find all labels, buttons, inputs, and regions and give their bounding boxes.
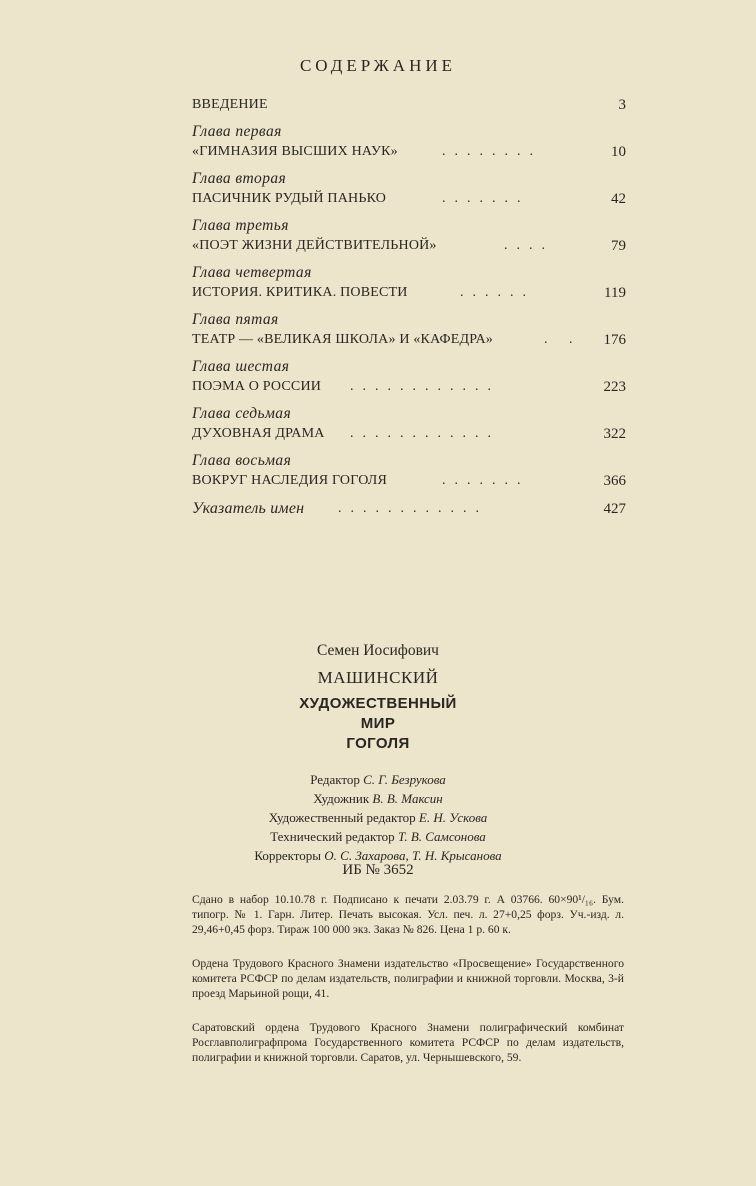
- author-name: Семен Иосифович: [317, 642, 439, 659]
- toc-entry: [192, 451, 626, 492]
- toc-leader-dots: ....: [504, 238, 554, 253]
- toc-title: СОДЕРЖАНИЕ: [299, 56, 457, 75]
- credit-person: О. С. Захарова, Т. Н. Крысанова: [324, 848, 502, 863]
- toc-entry: [192, 263, 626, 304]
- toc-chapter-label: Глава восьмая: [192, 452, 292, 469]
- toc-page-number: 42: [611, 191, 626, 207]
- author-surname: МАШИНСКИЙ: [317, 668, 439, 687]
- toc-line: [192, 423, 626, 445]
- toc-item-name: ПОЭМА О РОССИИ: [192, 379, 322, 394]
- toc-item-name: ПАСИЧНИК РУДЫЙ ПАНЬКО: [192, 191, 387, 206]
- toc-entry: [192, 404, 626, 445]
- toc-page-number: 427: [603, 501, 626, 517]
- printing-details: [192, 892, 624, 937]
- toc-chapter-label: Глава седьмая: [192, 405, 292, 422]
- imprint-paragraph: Саратовский ордена Трудового Красного Знамени полиграфический комбинат Росглавполиграфпрома Государственного комитета РСФСР по делам издательств, полиграфии и книжной торговли. Саратов, ул. Чернышевского, 59.: [192, 1021, 624, 1064]
- book-title: [0, 694, 756, 754]
- toc-page-number: 176: [603, 332, 626, 348]
- publisher-info: [192, 956, 624, 1001]
- toc-page-number: 10: [611, 144, 626, 160]
- toc-line: [192, 470, 626, 492]
- imprint-paragraph: Сдано в набор 10.10.78 г. Подписано к печати 2.03.79 г. А 03766. 60×90¹/₁₆. Бум. типогр. № 1. Гарн. Литер. Печать высокая. Усл. печ. л. 27+0,25 форз. Уч.-изд. л. 29,46+0,45 форз. Тираж 100 000 экз. Заказ № 826. Цена 1 р. 60 к.: [192, 893, 624, 936]
- credit-line: [0, 789, 756, 808]
- toc-entry: [192, 122, 626, 163]
- credit-role: Редактор: [310, 772, 360, 787]
- credit-role: Художественный редактор: [268, 810, 416, 825]
- toc-line: [192, 329, 626, 351]
- toc-leader-dots: . .: [544, 332, 582, 347]
- credit-person: С. Г. Безрукова: [363, 772, 446, 787]
- credit-role: Корректоры: [254, 848, 322, 863]
- toc-line: [192, 94, 626, 116]
- ib-number: ИБ № 3652: [342, 862, 414, 878]
- toc-leader-dots: ......: [460, 285, 535, 300]
- toc-page-number: 79: [611, 238, 626, 254]
- book-title-line: ХУДОЖЕСТВЕННЫЙ: [299, 695, 457, 712]
- toc-item-name: «ГИМНАЗИЯ ВЫСШИХ НАУК»: [192, 144, 398, 159]
- toc-entry: [192, 357, 626, 398]
- toc-chapter-label: Глава вторая: [192, 170, 287, 187]
- printer-info: [192, 1020, 624, 1065]
- toc-page-number: 3: [618, 97, 626, 113]
- toc-line: [192, 235, 626, 257]
- toc-chapter-label: Глава шестая: [192, 358, 290, 375]
- toc-page-number: 366: [603, 473, 626, 489]
- toc-entry: [192, 216, 626, 257]
- book-title-line: ГОГОЛЯ: [346, 735, 410, 752]
- table-of-contents: [192, 94, 626, 526]
- imprint-paragraph: Ордена Трудового Красного Знамени издательство «Просвещение» Государственного комитета РСФСР по делам издательств, полиграфии и книжной торговли. Москва, 3-й проезд Марьиной рощи, 41.: [192, 957, 624, 1000]
- toc-entry: [192, 310, 626, 351]
- toc-chapter-label: Глава четвертая: [192, 264, 312, 281]
- credit-line: [0, 827, 756, 846]
- toc-item-name: ВВЕДЕНИЕ: [192, 97, 268, 112]
- credit-role: Технический редактор: [270, 829, 395, 844]
- credit-line: [0, 808, 756, 827]
- toc-leader-dots: ............: [350, 379, 500, 394]
- toc-leader-dots: ............: [350, 426, 500, 441]
- credit-person: Т. В. Самсонова: [397, 829, 486, 844]
- toc-chapter-label: Глава третья: [192, 217, 289, 234]
- toc-leader-dots: .......: [442, 473, 530, 488]
- toc-leader-dots: ........: [442, 144, 542, 159]
- toc-line: [192, 141, 626, 163]
- toc-page-number: 223: [603, 379, 626, 395]
- credits-list: [0, 770, 756, 865]
- toc-page-number: 119: [604, 285, 626, 301]
- book-title-line: МИР: [360, 715, 396, 732]
- credit-person: Е. Н. Ускова: [418, 810, 488, 825]
- toc-item-name: ВОКРУГ НАСЛЕДИЯ ГОГОЛЯ: [192, 473, 388, 488]
- toc-line: [192, 498, 626, 520]
- toc-leader-dots: ............: [338, 501, 488, 516]
- toc-page-number: 322: [603, 426, 626, 442]
- toc-chapter-label: Глава пятая: [192, 311, 279, 328]
- toc-chapter-label: Глава первая: [192, 123, 282, 140]
- credit-line: [0, 770, 756, 789]
- toc-item-name: ДУХОВНАЯ ДРАМА: [192, 426, 325, 441]
- toc-line: [192, 282, 626, 304]
- toc-entry: [192, 498, 626, 520]
- toc-entry: [192, 94, 626, 116]
- credit-role: Художник: [313, 791, 370, 806]
- toc-line: [192, 188, 626, 210]
- toc-line: [192, 376, 626, 398]
- toc-item-name: ТЕАТР — «ВЕЛИКАЯ ШКОЛА» И «КАФЕДРА»: [192, 332, 493, 347]
- toc-item-name: «ПОЭТ ЖИЗНИ ДЕЙСТВИТЕЛЬНОЙ»: [192, 238, 437, 253]
- colophon: [0, 640, 756, 754]
- toc-leader-dots: .......: [442, 191, 530, 206]
- credit-person: В. В. Максин: [372, 791, 443, 806]
- toc-item-name: ИСТОРИЯ. КРИТИКА. ПОВЕСТИ: [192, 285, 408, 300]
- toc-item-name: Указатель имен: [192, 500, 305, 517]
- toc-entry: [192, 169, 626, 210]
